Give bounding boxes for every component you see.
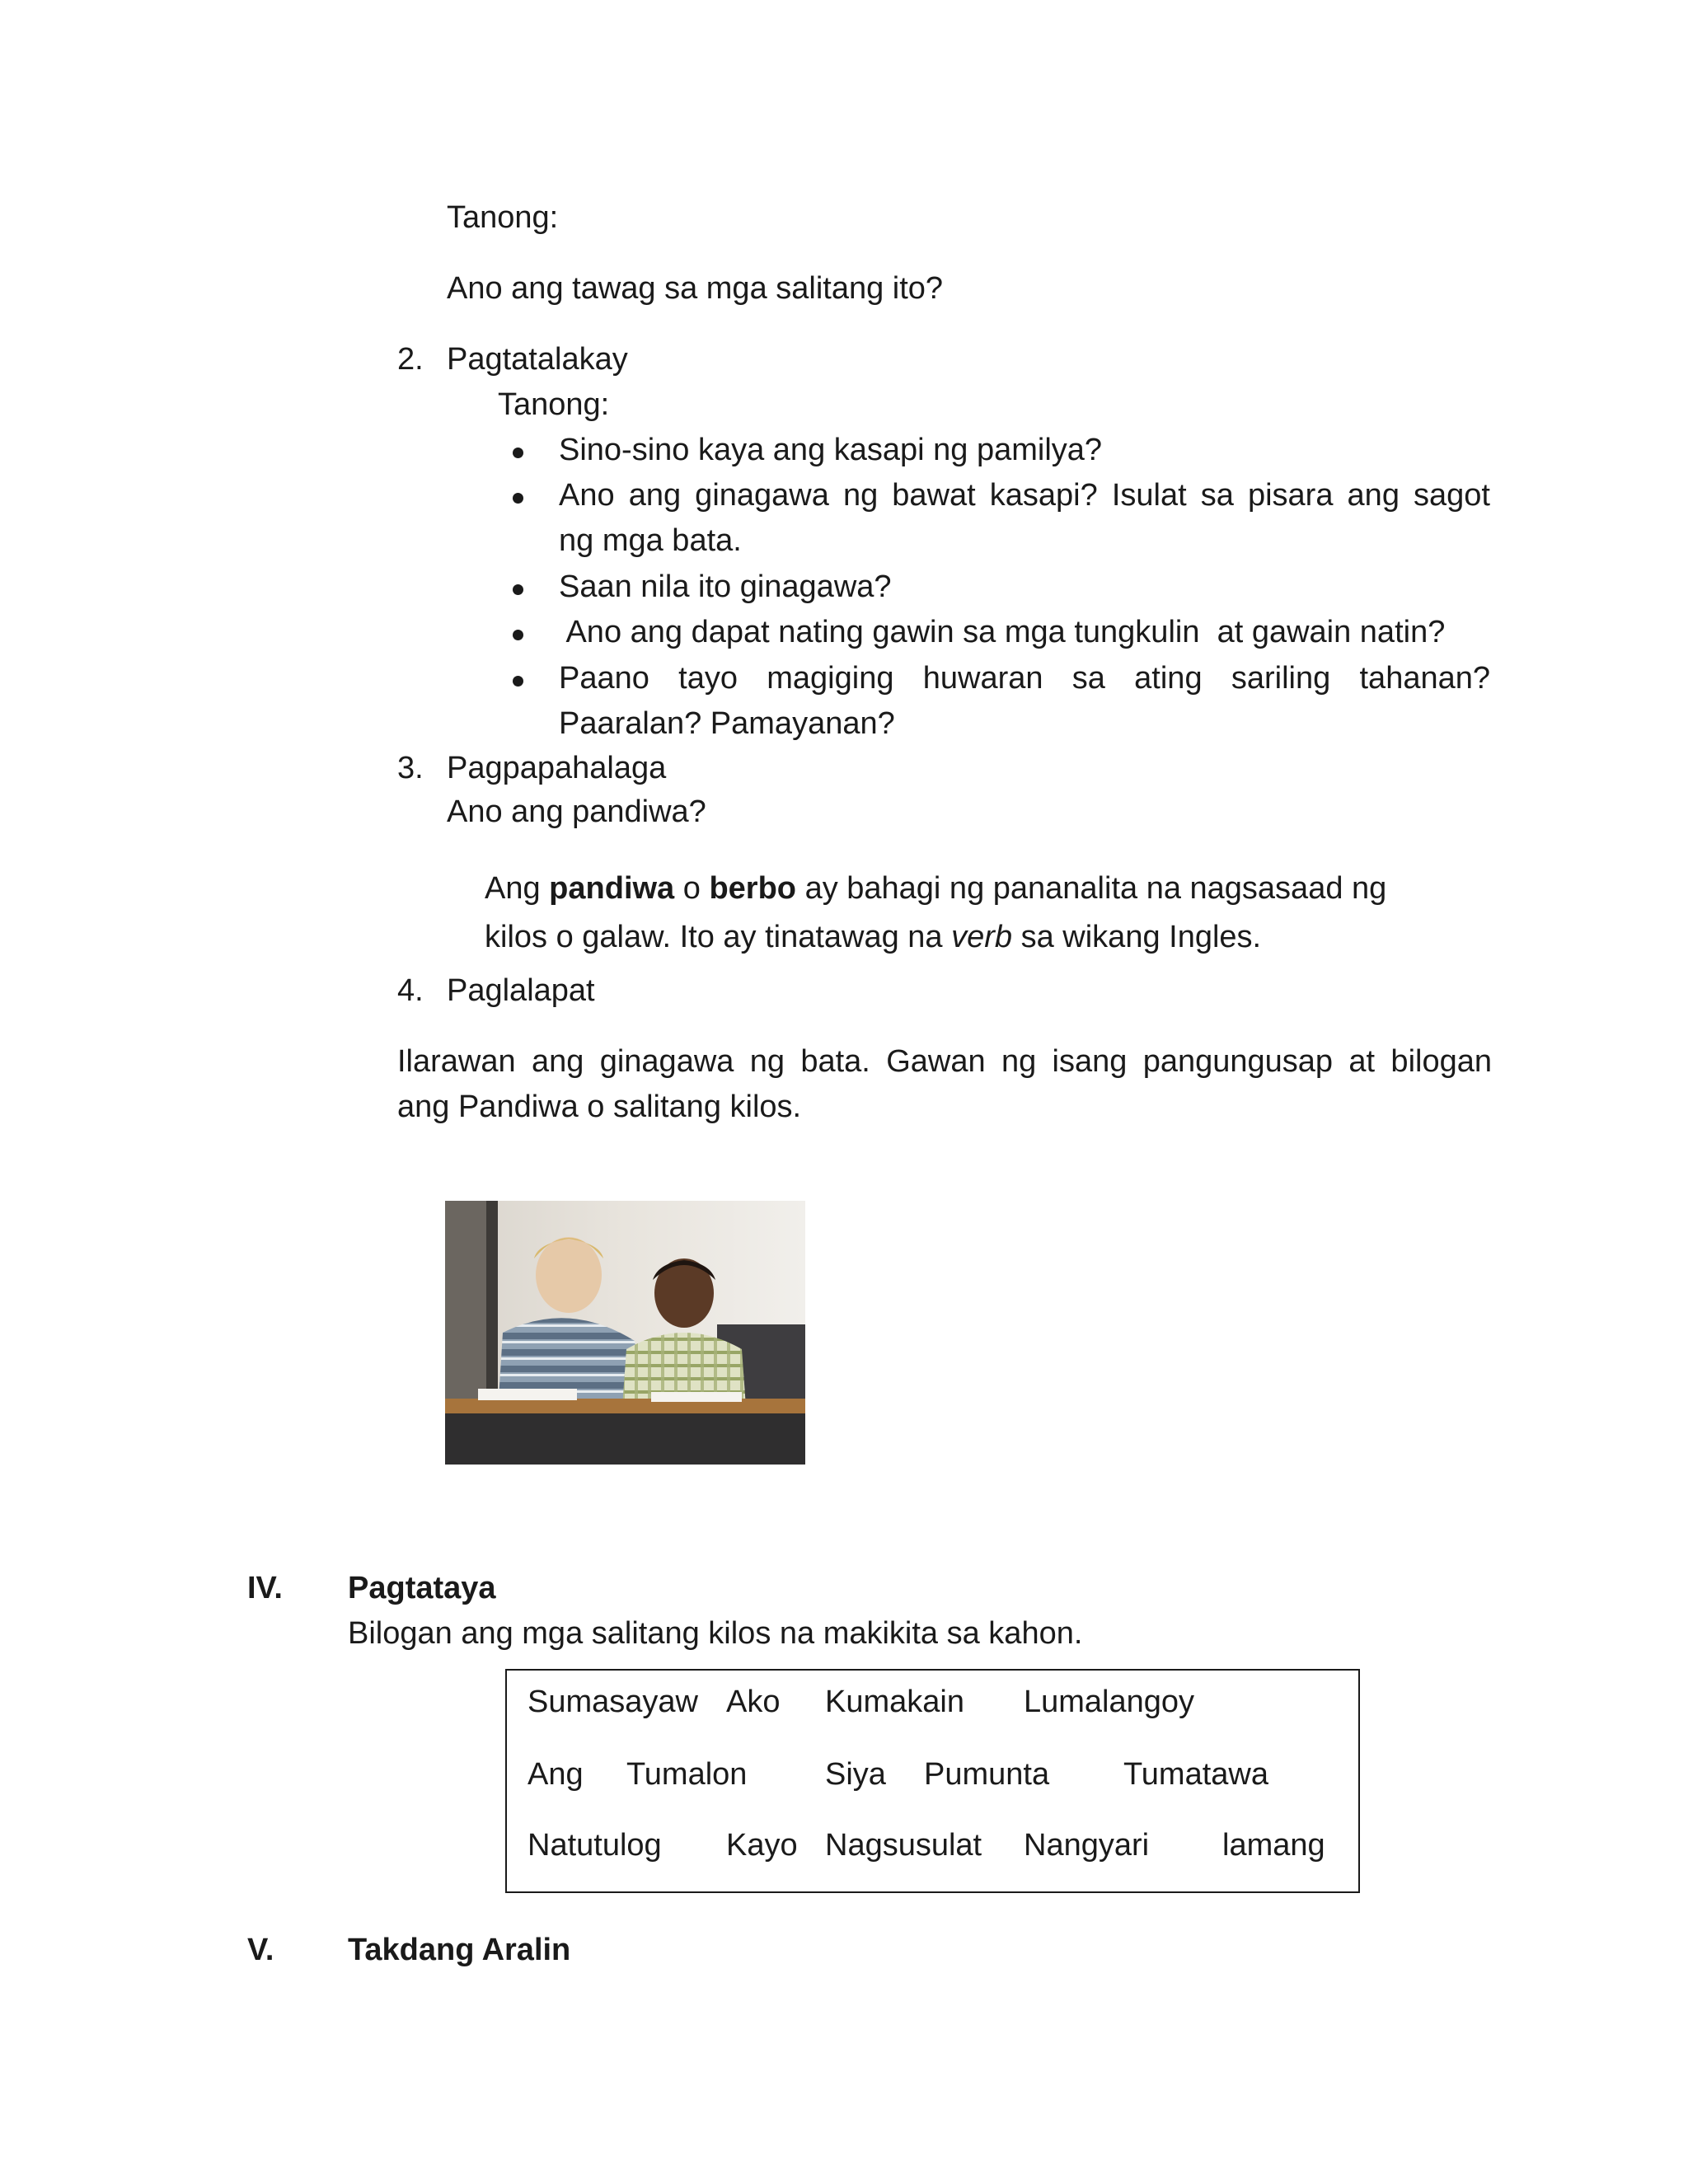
section-instruction: Bilogan ang mga salitang kilos na makikita sa kahon. [348, 1616, 1083, 1651]
word[interactable]: Ako [726, 1685, 781, 1719]
bullet-text: Saan nila ito ginagawa? [559, 569, 892, 604]
definition-line-1: Ang pandiwa o berbo ay bahagi ng pananalita na nagsasaad ng [485, 871, 1387, 906]
definition-line-2: kilos o galaw. Ito ay tinatawag na verb sa wikang Ingles. [485, 920, 1262, 954]
item-title: Pagtatalakay [447, 342, 628, 377]
pandiwa-question: Ano ang pandiwa? [447, 794, 706, 829]
bullet-text: Ano ang ginagawa ng bawat kasapi? Isulat sa pisara ang sagot [559, 478, 1490, 513]
section-title: Takdang Aralin [348, 1933, 571, 1967]
item-number: 3. [397, 751, 424, 785]
section-title: Pagtataya [348, 1571, 496, 1605]
item-title: Pagpapahalaga [447, 751, 667, 785]
intro-question: Ano ang tawag sa mga salitang ito? [447, 271, 944, 306]
word[interactable]: Nangyari [1024, 1828, 1150, 1863]
section-numeral: IV. [247, 1571, 283, 1605]
two-boys-writing-photo [445, 1201, 805, 1465]
word[interactable]: Kumakain [825, 1685, 964, 1719]
item-title: Paglalapat [447, 973, 595, 1008]
word[interactable]: Ang [528, 1757, 584, 1792]
bullet-icon [513, 584, 523, 595]
section-numeral: V. [247, 1933, 274, 1967]
item-number: 2. [397, 342, 424, 377]
word[interactable]: Kayo [726, 1828, 798, 1863]
bullet-icon [513, 676, 523, 687]
bullet-text: Ano ang dapat nating gawin sa mga tungkulin at gawain natin? [559, 615, 1446, 649]
tanong-label: Tanong: [447, 200, 559, 235]
word-box [505, 1669, 1360, 1893]
word[interactable]: Natutulog [528, 1828, 662, 1863]
bullet-text: ng mga bata. [559, 523, 742, 558]
instruction-text: Ilarawan ang ginagawa ng bata. Gawan ng isang pangungusap at bilogan [397, 1044, 1492, 1079]
word[interactable]: Nagsusulat [825, 1828, 982, 1863]
word[interactable]: Lumalangoy [1024, 1685, 1195, 1719]
bullet-text: Paaralan? Pamayanan? [559, 706, 895, 741]
bullet-text: Sino-sino kaya ang kasapi ng pamilya? [559, 433, 1103, 467]
tanong-label: Tanong: [498, 387, 610, 422]
word[interactable]: Tumalon [626, 1757, 748, 1792]
word[interactable]: Tumatawa [1123, 1757, 1268, 1792]
word[interactable]: lamang [1222, 1828, 1325, 1863]
bullet-icon [513, 493, 523, 504]
instruction-text: ang Pandiwa o salitang kilos. [397, 1090, 802, 1124]
bullet-icon [513, 448, 523, 458]
bullet-text: Paano tayo magiging huwaran sa ating sariling tahanan? [559, 661, 1490, 696]
word[interactable]: Pumunta [924, 1757, 1050, 1792]
word[interactable]: Siya [825, 1757, 886, 1792]
word[interactable]: Sumasayaw [528, 1685, 698, 1719]
item-number: 4. [397, 973, 424, 1008]
bullet-icon [513, 630, 523, 640]
